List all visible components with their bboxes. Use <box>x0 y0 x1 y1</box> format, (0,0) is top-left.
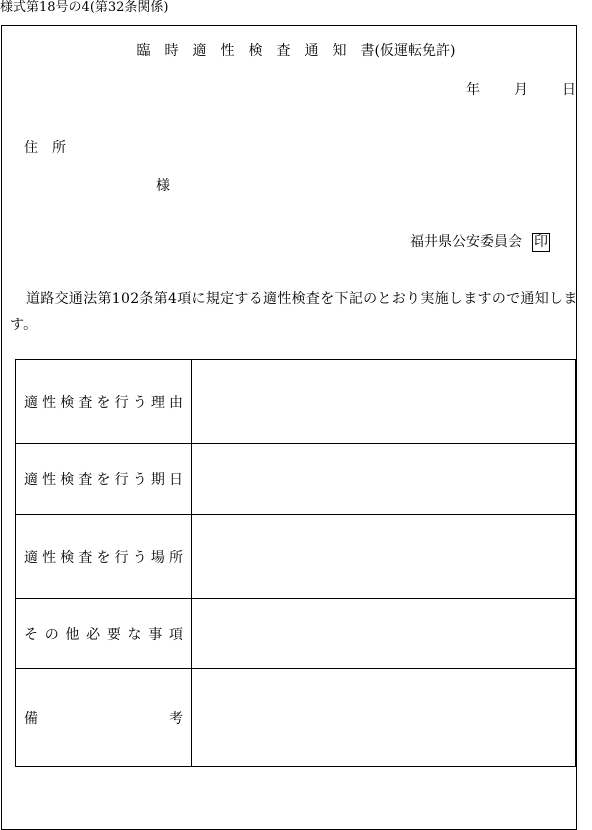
row-label-char: 性 <box>42 472 57 488</box>
row-label-char: 要 <box>106 626 121 643</box>
address-label: 住 所 <box>24 140 66 156</box>
row-label-char: 性 <box>42 394 57 411</box>
row-label-char: 事 <box>148 626 163 643</box>
row-label-char: う <box>132 549 147 566</box>
seal-mark: 印 <box>534 234 548 250</box>
notice-body-text: 道路交通法第102条第4項に規定する適性検査を下記のとおり実施しますので通知します。 <box>10 291 578 333</box>
row-label-char: 検 <box>60 549 75 566</box>
row-label-char: 項 <box>168 626 183 643</box>
row-label-cell <box>16 515 192 599</box>
row-label-char: 考 <box>169 710 183 727</box>
row-label-cell <box>16 669 192 767</box>
row-label-char: 査 <box>78 394 93 411</box>
row-label-char: な <box>127 626 142 643</box>
row-label-char: を <box>96 549 111 566</box>
row-label <box>16 469 191 489</box>
row-label-cell <box>16 360 192 444</box>
row-value-cell <box>192 669 576 767</box>
row-label-char: 由 <box>169 394 183 411</box>
row-label-char: の <box>44 626 59 643</box>
date-year: 年 <box>466 82 480 98</box>
row-value-cell <box>192 360 576 444</box>
row-label-char: 必 <box>86 626 101 643</box>
inspection-details-table <box>15 359 576 767</box>
row-label-char: を <box>96 472 111 488</box>
row-label-char: 行 <box>114 394 129 411</box>
table-row <box>16 669 576 767</box>
form-number-label: 様式第18号の4(第32条関係) <box>0 0 169 15</box>
row-label-char: 性 <box>42 549 57 566</box>
row-value-cell <box>192 599 576 669</box>
row-label-char: 備 <box>24 710 38 727</box>
row-label-char: 査 <box>78 472 93 488</box>
table-row <box>16 444 576 515</box>
row-label-char: 適 <box>24 472 38 488</box>
row-label-char: 適 <box>24 394 38 411</box>
row-label-char: を <box>96 394 111 411</box>
row-label-char: 所 <box>169 549 183 566</box>
row-label-char: 行 <box>114 472 129 488</box>
row-label-char: 適 <box>24 549 38 566</box>
row-label-char: う <box>132 472 147 488</box>
row-label-char: そ <box>24 626 38 643</box>
row-label-cell <box>16 599 192 669</box>
row-label-char: 日 <box>169 472 183 488</box>
row-label <box>16 708 191 728</box>
table-row <box>16 515 576 599</box>
date-month: 月 <box>514 82 528 98</box>
row-label <box>16 392 191 412</box>
date-line <box>466 79 576 99</box>
row-label-char: 他 <box>65 626 80 643</box>
row-value-cell <box>192 515 576 599</box>
date-day: 日 <box>562 82 576 98</box>
table-row <box>16 599 576 669</box>
row-value-cell <box>192 444 576 515</box>
row-label-char: 検 <box>60 472 75 488</box>
row-label <box>16 624 191 644</box>
document-title: 臨 時 適 性 検 査 通 知 書(仮運転免許) <box>136 43 456 59</box>
row-label-cell <box>16 444 192 515</box>
row-label-char: 査 <box>78 549 93 566</box>
row-label <box>16 547 191 567</box>
table-row <box>16 360 576 444</box>
row-label-char: 行 <box>114 549 129 566</box>
issuer-name: 福井県公安委員会 <box>410 234 522 250</box>
row-label-char: 理 <box>150 394 165 411</box>
row-label-char: 検 <box>60 394 75 411</box>
row-label-char: う <box>132 394 147 411</box>
row-label-char: 期 <box>150 472 165 488</box>
honorific: 様 <box>156 178 170 194</box>
row-label-char: 場 <box>150 549 165 566</box>
issuer-line <box>410 231 550 252</box>
